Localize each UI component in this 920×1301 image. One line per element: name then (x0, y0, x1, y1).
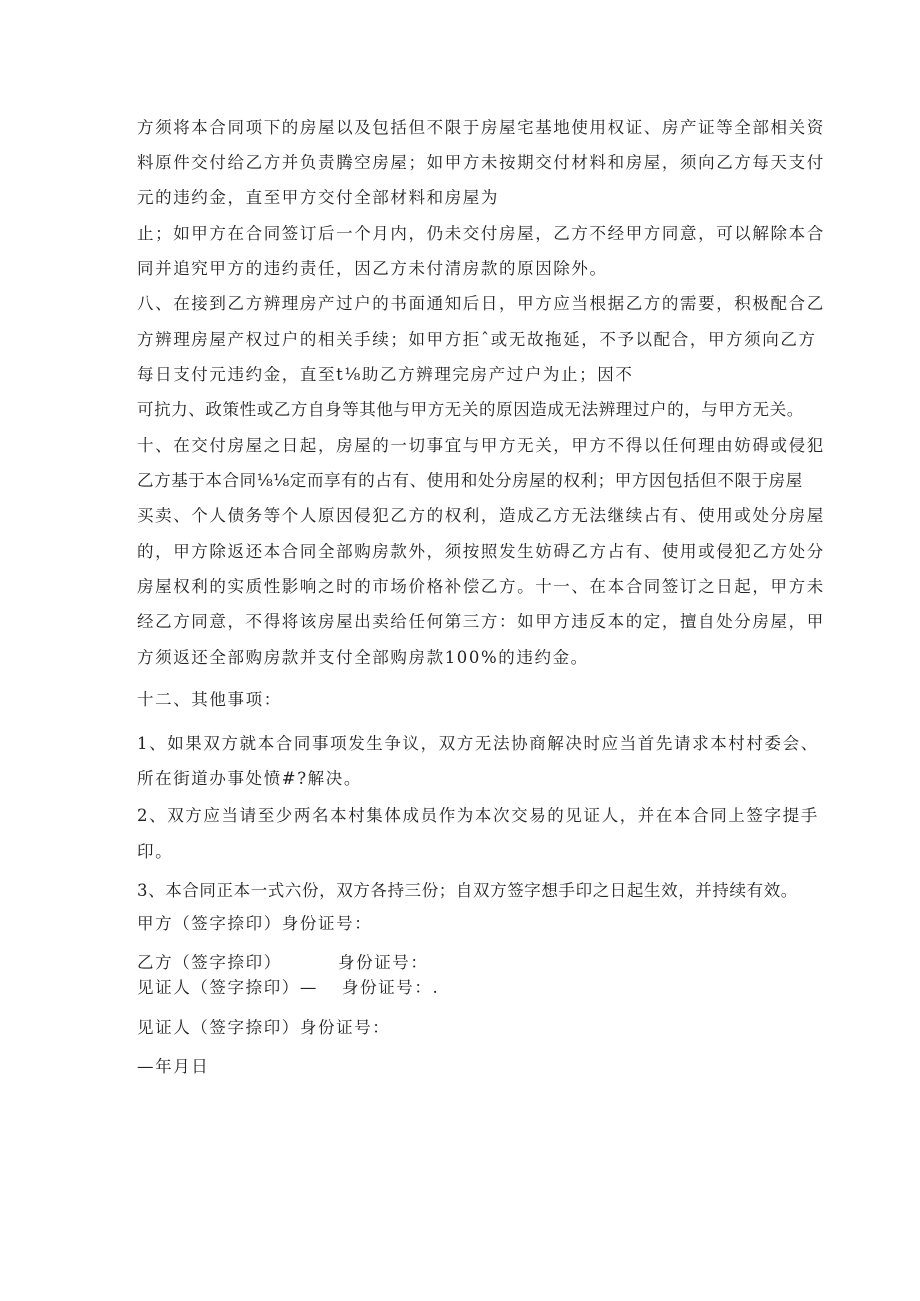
party-a-signature: 甲方（签字捺印）身份证号： (137, 914, 373, 933)
body-text-line: 元的违约金，直至甲方交付全部材料和房屋为 (137, 188, 499, 207)
party-b-signature-label: 乙方（签字捺印） (137, 953, 282, 972)
witness-2-signature: 见证人（签字捺印）身份证号： (137, 1018, 391, 1037)
date-line: —年月日 (137, 1057, 210, 1076)
body-text-line: 可抗力、政策性或乙方自身等其他与甲方无关的原因造成无法辨理过户的，与甲方无关。 (137, 400, 804, 419)
body-text-line: 方须将本合同项下的房屋以及包括但不限于房屋宅基地使用权证、房产证等全部相关资 (137, 118, 825, 137)
body-text-line: 经乙方同意，不得将该房屋出卖给任何第三方：如甲方违反本的定，擅自处分房屋，甲 (137, 612, 825, 631)
witness-1-id-label: 身份证号：. (342, 978, 440, 997)
body-text-line: 料原件交付给乙方并负责腾空房屋；如甲方未按期交付材料和房屋，须向乙方每天支付 (137, 153, 825, 172)
body-text-line: 印。 (137, 842, 174, 861)
body-text-line: 同并追究甲方的违约责任，因乙方未付清房款的原因除外。 (137, 259, 608, 278)
witness-1-signature-label: 见证人（签字捺印）— (137, 978, 318, 997)
clause-10: 十、在交付房屋之日起，房屋的一切事宜与甲方无关，甲方不得以任何理由妨碍或侵犯 (137, 436, 825, 455)
party-b-id-label: 身份证号： (338, 953, 429, 972)
body-text-line: 方辨理房屋产权过户的相关手续；如甲方拒ˆ或无故拖延，不予以配合，甲方须向乙方 (137, 330, 817, 349)
item-1: 1、如果双方就本合同事项发生争议，双方无法协商解决时应当首先请求本村村委会、 (137, 734, 819, 753)
item-2: 2、双方应当请至少两名本村集体成员作为本次交易的见证人，并在本合同上签字提手 (137, 806, 819, 825)
clause-8: 八、在接到乙方辨理房产过户的书面通知后日，甲方应当根据乙方的需要，积极配合乙 (137, 294, 825, 313)
clause-12-heading: 十二、其他事项： (137, 690, 282, 709)
body-text-line: 乙方基于本合同⅛⅛定而享有的占有、使用和处分房屋的权利；甲方因包括但不限于房屋 (137, 471, 803, 490)
body-text-line: 每日支付元违约金，直至t⅛助乙方辨理完房产过户为止；因不 (137, 365, 634, 384)
body-text-line: 止；如甲方在合同签订后一个月内，仍未交付房屋，乙方不经甲方同意，可以解除本合 (137, 224, 825, 243)
body-text-line: 买卖、个人债务等个人原因侵犯乙方的权利，造成乙方无法继续占有、使用或处分房屋 (137, 506, 825, 525)
body-text-line: 方须返还全部购房款并支付全部购房款100%的违约金。 (137, 648, 589, 667)
body-text-line: 房屋权利的实质性影响之时的市场价格补偿乙方。十一、在本合同签订之日起，甲方未 (137, 577, 825, 596)
body-text-line: 的，甲方除返还本合同全部购房款外，须按照发生妨碍乙方占有、使用或侵犯乙方处分 (137, 542, 825, 561)
item-3: 3、本合同正本一式六份，双方各持三份；自双方签字想手印之日起生效，并持续有效。 (137, 881, 798, 900)
body-text-line: 所在街道办事处愤#?解决。 (137, 769, 362, 788)
